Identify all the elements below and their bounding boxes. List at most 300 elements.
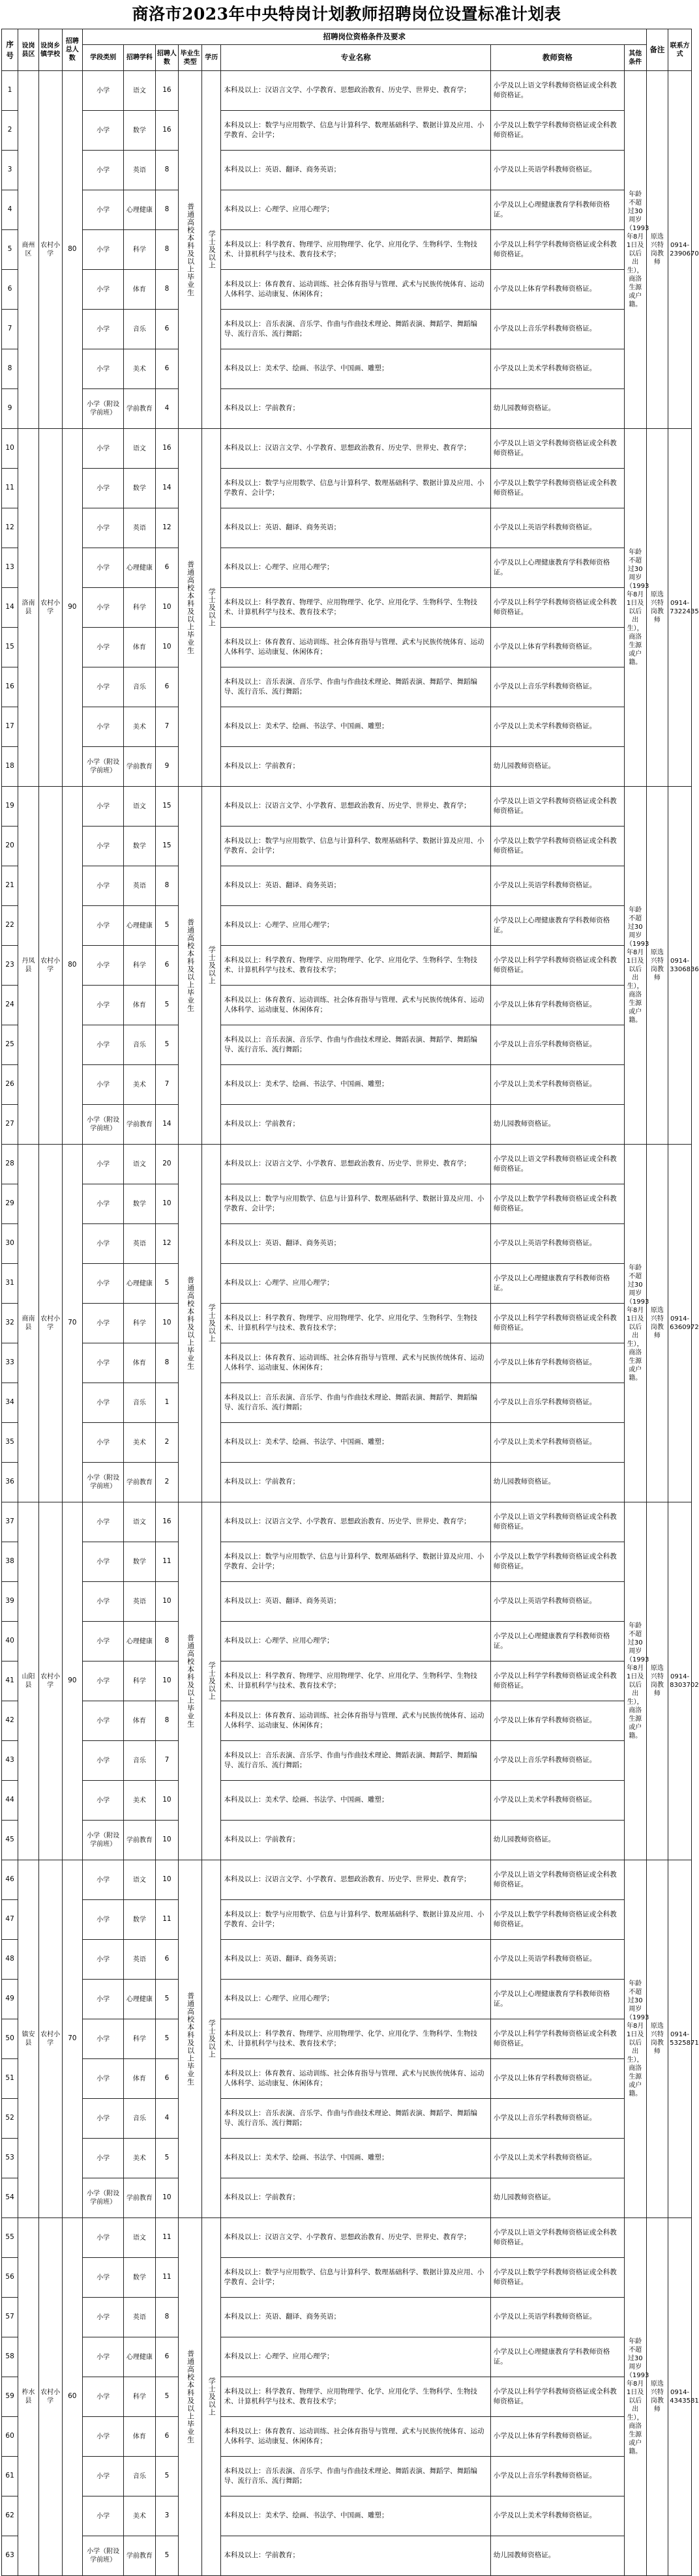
school-level: 农村小学 <box>38 2218 62 2576</box>
row-seq: 5 <box>2 230 18 270</box>
major-requirement: 本科及以上：音乐表演、音乐学、作曲与作曲技术理论、舞蹈表演、舞蹈学、舞蹈编导、流行音乐、流行舞蹈； <box>221 310 490 349</box>
hire-count: 1 <box>155 1383 179 1423</box>
school-type: 小学 <box>83 429 124 469</box>
major-requirement: 本科及以上：美术学、绘画、书法学、中国画、雕塑； <box>221 2139 490 2178</box>
row-seq: 35 <box>2 1423 18 1463</box>
table-row <box>2 866 692 906</box>
table-row <box>2 1821 692 1860</box>
table-row <box>2 747 692 787</box>
hire-count: 2 <box>155 1423 179 1463</box>
teacher-cert: 小学及以上语文学科教师资格证或全科教师资格证。 <box>490 71 624 111</box>
header-major: 专业名称 <box>221 45 490 71</box>
major-requirement: 本科及以上：美术学、绘画、书法学、中国画、雕塑； <box>221 349 490 389</box>
row-seq: 21 <box>2 866 18 906</box>
hire-count: 6 <box>155 2337 179 2377</box>
hire-count: 5 <box>155 2536 179 2576</box>
table-row <box>2 1781 692 1821</box>
subject: 数学 <box>124 1184 155 1224</box>
header-remark: 备注 <box>646 29 668 71</box>
hire-count: 11 <box>155 1542 179 1582</box>
hire-count: 10 <box>155 1184 179 1224</box>
table-row <box>2 1582 692 1622</box>
row-seq: 53 <box>2 2139 18 2178</box>
school-type: 小学 <box>83 2099 124 2139</box>
hire-count: 8 <box>155 190 179 230</box>
graduate-type-text: 普通高校本科及以上毕业生 <box>186 1992 195 2086</box>
school-type: 小学 <box>83 1025 124 1065</box>
hire-count: 5 <box>155 906 179 946</box>
major-requirement: 本科及以上：科学教育、物理学、应用物理学、化学、应用化学、生物科学、生物技术、计算机科学与技术、教育技术学； <box>221 1661 490 1701</box>
major-requirement: 本科及以上：汉语言文学、小学教育、思想政治教育、历史学、世界史、教育学； <box>221 1860 490 1900</box>
graduate-type <box>179 787 202 1145</box>
subject: 科学 <box>124 1304 155 1343</box>
table-row <box>2 1622 692 1661</box>
table-row <box>2 667 692 707</box>
row-seq: 36 <box>2 1463 18 1502</box>
row-seq: 61 <box>2 2457 18 2496</box>
hire-count: 5 <box>155 1025 179 1065</box>
school-type: 小学 <box>83 2457 124 2496</box>
row-seq: 25 <box>2 1025 18 1065</box>
hire-count: 10 <box>155 1582 179 1622</box>
teacher-cert: 小学及以上美术学科教师资格证。 <box>490 2139 624 2178</box>
school-level: 农村小学 <box>38 1860 62 2218</box>
teacher-cert: 小学及以上科学学科教师资格证或全科教师资格证。 <box>490 588 624 628</box>
subject: 学前教育 <box>124 1821 155 1860</box>
major-requirement: 本科及以上：英语、翻译、商务英语； <box>221 1224 490 1264</box>
major-requirement: 本科及以上：心理学、应用心理学； <box>221 190 490 230</box>
school-type: 小学 <box>83 1383 124 1423</box>
row-seq: 19 <box>2 787 18 827</box>
subject: 心理健康 <box>124 906 155 946</box>
teacher-cert: 小学及以上体育学科教师资格证。 <box>490 986 624 1025</box>
major-requirement: 本科及以上：科学教育、物理学、应用物理学、化学、应用化学、生物科学、生物技术、计算机科学与技术、教育技术学； <box>221 230 490 270</box>
table-row <box>2 588 692 628</box>
teacher-cert: 小学及以上语文学科教师资格证或全科教师资格证。 <box>490 1860 624 1900</box>
school-type: 小学 <box>83 1741 124 1781</box>
contact-phone: 0914-5325871 <box>668 1860 692 2218</box>
subject: 心理健康 <box>124 1264 155 1304</box>
subject: 体育 <box>124 628 155 667</box>
subject: 语文 <box>124 1502 155 1542</box>
other-conditions: 年龄不超过30周岁（1993年8月1日及以后出生），商洛生源或户籍。 <box>624 71 646 429</box>
table-row <box>2 2337 692 2377</box>
graduate-type-text: 普通高校本科及以上毕业生 <box>186 561 195 654</box>
table-row <box>2 946 692 986</box>
school-type: 小学 <box>83 2139 124 2178</box>
school-type: 小学（附设学前班） <box>83 747 124 787</box>
table-row <box>2 2457 692 2496</box>
subject: 语文 <box>124 1860 155 1900</box>
degree-level-text: 学士及以上 <box>207 946 216 985</box>
table-row <box>2 2019 692 2059</box>
row-seq: 42 <box>2 1701 18 1741</box>
subject: 数学 <box>124 1900 155 1940</box>
major-requirement: 本科及以上：英语、翻译、商务英语； <box>221 866 490 906</box>
remark: 原选兴特岗教师 <box>646 71 668 429</box>
school-type: 小学（附设学前班） <box>83 1821 124 1860</box>
hire-count: 6 <box>155 946 179 986</box>
row-seq: 22 <box>2 906 18 946</box>
table-row <box>2 2496 692 2536</box>
teacher-cert: 小学及以上数学学科教师资格证或全科教师资格证。 <box>490 1542 624 1582</box>
major-requirement: 本科及以上：音乐表演、音乐学、作曲与作曲技术理论、舞蹈表演、舞蹈学、舞蹈编导、流行音乐、流行舞蹈； <box>221 1741 490 1781</box>
teacher-cert: 小学及以上美术学科教师资格证。 <box>490 707 624 747</box>
other-conditions: 年龄不超过30周岁（1993年8月1日及以后出生），商洛生源或户籍。 <box>624 2218 646 2576</box>
teacher-cert: 幼儿园教师资格证。 <box>490 747 624 787</box>
row-seq: 31 <box>2 1264 18 1304</box>
table-row <box>2 270 692 310</box>
school-type: 小学（附设学前班） <box>83 1463 124 1502</box>
other-conditions: 年龄不超过30周岁（1993年8月1日及以后出生），商洛生源或户籍。 <box>624 1502 646 1860</box>
major-requirement: 本科及以上：数学与应用数学、信息与计算科学、数理基础科学、数据计算及应用、小学教育、会计学； <box>221 1184 490 1224</box>
school-type: 小学 <box>83 1184 124 1224</box>
graduate-type-text: 普通高校本科及以上毕业生 <box>186 203 195 297</box>
hire-count: 10 <box>155 628 179 667</box>
subject: 美术 <box>124 1781 155 1821</box>
hire-count: 10 <box>155 1821 179 1860</box>
teacher-cert: 幼儿园教师资格证。 <box>490 2536 624 2576</box>
hire-count: 4 <box>155 389 179 429</box>
hire-count: 6 <box>155 548 179 588</box>
school-type: 小学 <box>83 1423 124 1463</box>
major-requirement: 本科及以上：汉语言文学、小学教育、思想政治教育、历史学、世界史、教育学； <box>221 2218 490 2258</box>
teacher-cert: 小学及以上体育学科教师资格证。 <box>490 1343 624 1383</box>
hire-count: 8 <box>155 230 179 270</box>
school-type: 小学 <box>83 2377 124 2417</box>
subject: 体育 <box>124 1701 155 1741</box>
subject: 英语 <box>124 866 155 906</box>
subject: 数学 <box>124 469 155 508</box>
school-type: 小学 <box>83 548 124 588</box>
teacher-cert: 小学及以上英语学科教师资格证。 <box>490 866 624 906</box>
table-row <box>2 548 692 588</box>
table-row <box>2 2059 692 2099</box>
major-requirement: 本科及以上：学前教育； <box>221 2178 490 2218</box>
header-other: 其他条件 <box>624 45 646 71</box>
school-type: 小学 <box>83 628 124 667</box>
table-row <box>2 707 692 747</box>
table-row <box>2 1145 692 1184</box>
school-type: 小学 <box>83 787 124 827</box>
table-row <box>2 1184 692 1224</box>
subject: 英语 <box>124 151 155 190</box>
subject: 心理健康 <box>124 548 155 588</box>
hire-count: 14 <box>155 469 179 508</box>
other-conditions: 年龄不超过30周岁（1993年8月1日及以后出生），商洛生源或户籍。 <box>624 1145 646 1502</box>
county-name: 洛南县 <box>18 429 39 787</box>
table-row <box>2 1940 692 1980</box>
school-type: 小学 <box>83 2298 124 2337</box>
hire-count: 5 <box>155 2457 179 2496</box>
hire-count: 11 <box>155 2258 179 2298</box>
county-name: 柞水县 <box>18 2218 39 2576</box>
school-type: 小学 <box>83 230 124 270</box>
hire-count: 10 <box>155 1304 179 1343</box>
school-type: 小学（附设学前班） <box>83 2536 124 2576</box>
major-requirement: 本科及以上：学前教育； <box>221 747 490 787</box>
subject: 美术 <box>124 1065 155 1105</box>
table-row <box>2 1224 692 1264</box>
row-seq: 45 <box>2 1821 18 1860</box>
table-row <box>2 986 692 1025</box>
hire-count: 6 <box>155 2417 179 2457</box>
remark: 原选兴特岗教师 <box>646 1145 668 1502</box>
table-row <box>2 2178 692 2218</box>
hire-count: 6 <box>155 310 179 349</box>
subject: 科学 <box>124 2377 155 2417</box>
row-seq: 34 <box>2 1383 18 1423</box>
row-seq: 30 <box>2 1224 18 1264</box>
table-row <box>2 1542 692 1582</box>
hire-count: 5 <box>155 1264 179 1304</box>
school-type: 小学 <box>83 906 124 946</box>
school-type: 小学 <box>83 1980 124 2019</box>
teacher-cert: 小学及以上美术学科教师资格证。 <box>490 1423 624 1463</box>
subject: 数学 <box>124 2258 155 2298</box>
table-row <box>2 906 692 946</box>
row-seq: 55 <box>2 2218 18 2258</box>
subject: 体育 <box>124 2059 155 2099</box>
row-seq: 26 <box>2 1065 18 1105</box>
school-level: 农村小学 <box>38 71 62 429</box>
county-name: 丹凤县 <box>18 787 39 1145</box>
school-type: 小学 <box>83 1860 124 1900</box>
header-school: 设岗乡镇学校 <box>38 29 62 71</box>
school-type: 小学 <box>83 2059 124 2099</box>
table-row <box>2 1264 692 1304</box>
row-seq: 6 <box>2 270 18 310</box>
hire-count: 20 <box>155 1145 179 1184</box>
row-seq: 14 <box>2 588 18 628</box>
teacher-cert: 小学及以上音乐学科教师资格证。 <box>490 2457 624 2496</box>
hire-count: 11 <box>155 2218 179 2258</box>
contact-phone: 0914-4343581 <box>668 2218 692 2576</box>
major-requirement: 本科及以上：美术学、绘画、书法学、中国画、雕塑； <box>221 1423 490 1463</box>
subject: 数学 <box>124 111 155 151</box>
teacher-cert: 小学及以上科学学科教师资格证或全科教师资格证。 <box>490 946 624 986</box>
major-requirement: 本科及以上：科学教育、物理学、应用物理学、化学、应用化学、生物科学、生物技术、计算机科学与技术、教育技术学； <box>221 588 490 628</box>
header-county: 设岗县区 <box>18 29 39 71</box>
row-seq: 24 <box>2 986 18 1025</box>
degree-level <box>202 1502 221 1860</box>
row-seq: 44 <box>2 1781 18 1821</box>
table-row <box>2 1065 692 1105</box>
school-type: 小学 <box>83 2258 124 2298</box>
row-seq: 4 <box>2 190 18 230</box>
table-row <box>2 111 692 151</box>
graduate-type <box>179 71 202 429</box>
major-requirement: 本科及以上：学前教育； <box>221 1105 490 1145</box>
degree-level <box>202 2218 221 2576</box>
row-seq: 15 <box>2 628 18 667</box>
row-seq: 2 <box>2 111 18 151</box>
degree-level <box>202 71 221 429</box>
major-requirement: 本科及以上：汉语言文学、小学教育、思想政治教育、历史学、世界史、教育学； <box>221 787 490 827</box>
subject: 科学 <box>124 230 155 270</box>
hire-count: 10 <box>155 1860 179 1900</box>
major-requirement: 本科及以上：汉语言文学、小学教育、思想政治教育、历史学、世界史、教育学； <box>221 1145 490 1184</box>
major-requirement: 本科及以上：英语、翻译、商务英语； <box>221 508 490 548</box>
subject: 语文 <box>124 787 155 827</box>
degree-level <box>202 1860 221 2218</box>
hire-count: 16 <box>155 429 179 469</box>
school-type: 小学 <box>83 111 124 151</box>
school-type: 小学 <box>83 1582 124 1622</box>
major-requirement: 本科及以上：美术学、绘画、书法学、中国画、雕塑； <box>221 2496 490 2536</box>
subject: 语文 <box>124 71 155 111</box>
major-requirement: 本科及以上：美术学、绘画、书法学、中国画、雕塑； <box>221 1781 490 1821</box>
hire-count: 8 <box>155 1622 179 1661</box>
major-requirement: 本科及以上：体育教育、运动训练、社会体育指导与管理、武术与民族传统体育、运动人体科学、运动康复、休闲体育； <box>221 986 490 1025</box>
table-row <box>2 2139 692 2178</box>
school-type: 小学 <box>83 71 124 111</box>
header-seq: 序号 <box>2 29 18 71</box>
table-row <box>2 1025 692 1065</box>
graduate-type <box>179 2218 202 2576</box>
header-total: 招聘总人数 <box>62 29 83 71</box>
hire-count: 3 <box>155 2496 179 2536</box>
hire-count: 5 <box>155 1980 179 2019</box>
school-type: 小学 <box>83 827 124 866</box>
major-requirement: 本科及以上：音乐表演、音乐学、作曲与作曲技术理论、舞蹈表演、舞蹈学、舞蹈编导、流行音乐、流行舞蹈； <box>221 2457 490 2496</box>
major-requirement: 本科及以上：音乐表演、音乐学、作曲与作曲技术理论、舞蹈表演、舞蹈学、舞蹈编导、流行音乐、流行舞蹈； <box>221 1025 490 1065</box>
major-requirement: 本科及以上：心理学、应用心理学； <box>221 1980 490 2019</box>
school-type: 小学 <box>83 1343 124 1383</box>
school-type: 小学（附设学前班） <box>83 1105 124 1145</box>
teacher-cert: 小学及以上科学学科教师资格证或全科教师资格证。 <box>490 2019 624 2059</box>
school-type: 小学 <box>83 1781 124 1821</box>
row-seq: 27 <box>2 1105 18 1145</box>
hire-count: 6 <box>155 349 179 389</box>
other-conditions: 年龄不超过30周岁（1993年8月1日及以后出生），商洛生源或户籍。 <box>624 429 646 787</box>
teacher-cert: 小学及以上体育学科教师资格证。 <box>490 270 624 310</box>
major-requirement: 本科及以上：学前教育； <box>221 2536 490 2576</box>
subject: 学前教育 <box>124 1105 155 1145</box>
header-graduate: 毕业生类型 <box>179 45 202 71</box>
subject: 心理健康 <box>124 2337 155 2377</box>
school-type: 小学 <box>83 1264 124 1304</box>
table-row <box>2 787 692 827</box>
table-body <box>2 71 699 2576</box>
table-row <box>2 1423 692 1463</box>
subject: 心理健康 <box>124 1980 155 2019</box>
major-requirement: 本科及以上：数学与应用数学、信息与计算科学、数理基础科学、数据计算及应用、小学教育、会计学； <box>221 469 490 508</box>
major-requirement: 本科及以上：音乐表演、音乐学、作曲与作曲技术理论、舞蹈表演、舞蹈学、舞蹈编导、流行音乐、流行舞蹈； <box>221 2099 490 2139</box>
teacher-cert: 幼儿园教师资格证。 <box>490 2178 624 2218</box>
hire-count: 15 <box>155 787 179 827</box>
row-seq: 43 <box>2 1741 18 1781</box>
major-requirement: 本科及以上：学前教育； <box>221 389 490 429</box>
table-row <box>2 2298 692 2337</box>
hire-count: 6 <box>155 2059 179 2099</box>
degree-level-text: 学士及以上 <box>207 1304 216 1343</box>
county-total: 70 <box>62 1145 83 1502</box>
header-contact: 联系方式 <box>668 29 692 71</box>
subject: 语文 <box>124 2218 155 2258</box>
row-seq: 13 <box>2 548 18 588</box>
teacher-cert: 小学及以上心理健康教育学科教师资格证。 <box>490 190 624 230</box>
hire-count: 10 <box>155 1661 179 1701</box>
school-level: 农村小学 <box>38 1502 62 1860</box>
row-seq: 1 <box>2 71 18 111</box>
school-type: 小学 <box>83 190 124 230</box>
teacher-cert: 小学及以上心理健康教育学科教师资格证。 <box>490 548 624 588</box>
hire-count: 10 <box>155 2178 179 2218</box>
teacher-cert: 幼儿园教师资格证。 <box>490 1463 624 1502</box>
row-seq: 56 <box>2 2258 18 2298</box>
major-requirement: 本科及以上：科学教育、物理学、应用物理学、化学、应用化学、生物科学、生物技术、计算机科学与技术、教育技术学； <box>221 2377 490 2417</box>
teacher-cert: 小学及以上音乐学科教师资格证。 <box>490 667 624 707</box>
county-total: 70 <box>62 1860 83 2218</box>
subject: 体育 <box>124 270 155 310</box>
hire-count: 16 <box>155 111 179 151</box>
table-row <box>2 628 692 667</box>
row-seq: 8 <box>2 349 18 389</box>
county-name: 镇安县 <box>18 1860 39 2218</box>
row-seq: 41 <box>2 1661 18 1701</box>
school-type: 小学 <box>83 1224 124 1264</box>
recruitment-table <box>1 29 699 2576</box>
row-seq: 48 <box>2 1940 18 1980</box>
school-type: 小学 <box>83 1145 124 1184</box>
teacher-cert: 小学及以上语文学科教师资格证或全科教师资格证。 <box>490 429 624 469</box>
graduate-type <box>179 429 202 787</box>
teacher-cert: 小学及以上体育学科教师资格证。 <box>490 2417 624 2457</box>
county-name: 商南县 <box>18 1145 39 1502</box>
teacher-cert: 小学及以上数学学科教师资格证或全科教师资格证。 <box>490 2258 624 2298</box>
hire-count: 11 <box>155 1900 179 1940</box>
hire-count: 14 <box>155 1105 179 1145</box>
row-seq: 29 <box>2 1184 18 1224</box>
subject: 体育 <box>124 986 155 1025</box>
row-seq: 10 <box>2 429 18 469</box>
teacher-cert: 小学及以上科学学科教师资格证或全科教师资格证。 <box>490 1304 624 1343</box>
subject: 音乐 <box>124 2457 155 2496</box>
major-requirement: 本科及以上：学前教育； <box>221 1821 490 1860</box>
subject: 英语 <box>124 1224 155 1264</box>
table-row <box>2 2258 692 2298</box>
graduate-type-text: 普通高校本科及以上毕业生 <box>186 1276 195 1370</box>
school-type: 小学 <box>83 1304 124 1343</box>
teacher-cert: 小学及以上英语学科教师资格证。 <box>490 508 624 548</box>
hire-count: 10 <box>155 588 179 628</box>
subject: 美术 <box>124 2139 155 2178</box>
table-row <box>2 389 692 429</box>
teacher-cert: 小学及以上音乐学科教师资格证。 <box>490 2099 624 2139</box>
teacher-cert: 小学及以上英语学科教师资格证。 <box>490 1582 624 1622</box>
row-seq: 51 <box>2 2059 18 2099</box>
major-requirement: 本科及以上：心理学、应用心理学； <box>221 1622 490 1661</box>
hire-count: 8 <box>155 1343 179 1383</box>
school-type: 小学 <box>83 946 124 986</box>
degree-level <box>202 1145 221 1502</box>
contact-phone: 0914-3306836 <box>668 787 692 1145</box>
degree-level-text: 学士及以上 <box>207 230 216 269</box>
table-row <box>2 1980 692 2019</box>
school-type: 小学 <box>83 2337 124 2377</box>
subject: 科学 <box>124 1661 155 1701</box>
row-seq: 40 <box>2 1622 18 1661</box>
teacher-cert: 小学及以上数学学科教师资格证或全科教师资格证。 <box>490 1184 624 1224</box>
row-seq: 3 <box>2 151 18 190</box>
school-type: 小学 <box>83 1502 124 1542</box>
teacher-cert: 小学及以上体育学科教师资格证。 <box>490 2059 624 2099</box>
school-type: 小学（附设学前班） <box>83 2178 124 2218</box>
table-row <box>2 1661 692 1701</box>
school-level: 农村小学 <box>38 1145 62 1502</box>
major-requirement: 本科及以上：科学教育、物理学、应用物理学、化学、应用化学、生物科学、生物技术、计算机科学与技术、教育技术学； <box>221 1304 490 1343</box>
